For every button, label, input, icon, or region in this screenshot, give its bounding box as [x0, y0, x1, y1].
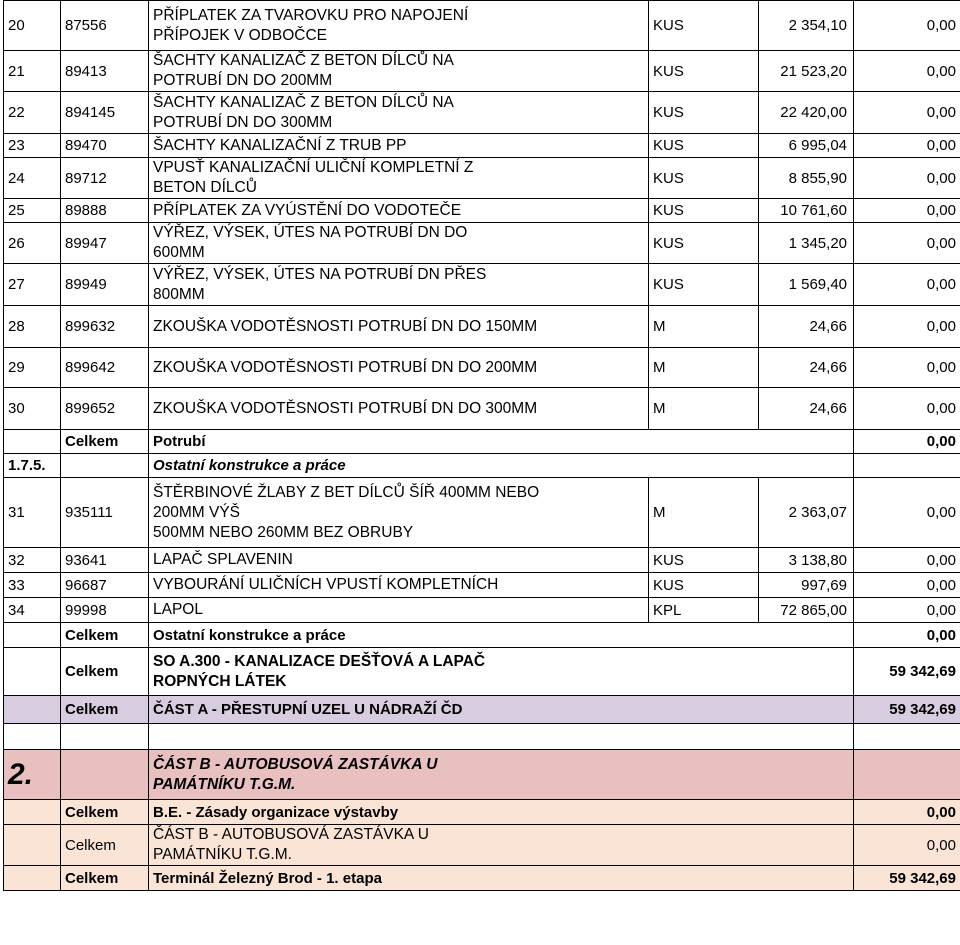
item-total: 0,00 — [854, 134, 960, 158]
sum-total: 0,00 — [854, 623, 960, 648]
part-name — [149, 750, 854, 800]
table-row — [4, 199, 960, 223]
sum-row-terminal — [4, 866, 960, 891]
item-description-line2: 500MM NEBO 260MM BEZ OBRUBY — [153, 523, 414, 541]
sum-row-so — [4, 648, 960, 696]
item-description — [149, 306, 649, 348]
sum-label: Celkem — [61, 623, 149, 648]
item-description-text: PŘÍPLATEK ZA VYÚSTĚNÍ DO VODOTEČE — [153, 201, 462, 219]
table-row — [4, 548, 960, 573]
section-header-175 — [4, 454, 960, 478]
sum-name: B.E. - Zásady organizace výstavby — [149, 800, 854, 825]
item-description — [149, 388, 649, 430]
item-unit: KUS — [649, 199, 759, 223]
item-unit: M — [649, 306, 759, 348]
sum-label: Celkem — [61, 430, 149, 454]
table-row — [4, 1, 960, 51]
table-row — [4, 306, 960, 348]
row-number: 31 — [4, 478, 61, 548]
sum-label: Celkem — [61, 800, 149, 825]
sum-total: 59 342,69 — [854, 866, 960, 891]
item-unit: KUS — [649, 158, 759, 199]
sum-total: 0,00 — [854, 430, 960, 454]
row-number: 21 — [4, 51, 61, 92]
item-total: 0,00 — [854, 223, 960, 264]
item-price: 2 363,07 — [759, 478, 854, 548]
sum-total: 0,00 — [854, 800, 960, 825]
item-description-text: VÝŘEZ, VÝSEK, ÚTES NA POTRUBÍ DN PŘES 800MM — [153, 265, 487, 303]
item-price: 1 345,20 — [759, 223, 854, 264]
item-price: 21 523,20 — [759, 51, 854, 92]
item-description-text: ZKOUŠKA VODOTĚSNOSTI POTRUBÍ DN DO 150MM — [153, 317, 538, 335]
item-price: 2 354,10 — [759, 1, 854, 51]
sum-row-ostatni — [4, 623, 960, 648]
item-price: 24,66 — [759, 348, 854, 388]
item-code: 935111 — [61, 478, 149, 548]
item-total: 0,00 — [854, 306, 960, 348]
item-description-line1: ŠTĚRBINOVÉ ŽLABY Z BET DÍLCŮ ŠÍŘ 400MM NEBO 200MM VÝŠ — [153, 483, 540, 521]
sum-label: Celkem — [61, 866, 149, 891]
item-total: 0,00 — [854, 478, 960, 548]
row-number: 33 — [4, 573, 61, 598]
item-code: 899642 — [61, 348, 149, 388]
item-unit: M — [649, 478, 759, 548]
item-description — [149, 92, 649, 134]
item-total: 0,00 — [854, 548, 960, 573]
item-total: 0,00 — [854, 199, 960, 223]
item-code: 99998 — [61, 598, 149, 623]
table-row — [4, 264, 960, 306]
section-name: Ostatní konstrukce a práce — [149, 454, 854, 478]
item-unit: KUS — [649, 92, 759, 134]
item-code: 89949 — [61, 264, 149, 306]
item-unit: KUS — [649, 223, 759, 264]
item-price: 8 855,90 — [759, 158, 854, 199]
item-description — [149, 51, 649, 92]
table-row — [4, 223, 960, 264]
sum-total: 59 342,69 — [854, 696, 960, 724]
table-row — [4, 158, 960, 199]
item-unit: KUS — [649, 134, 759, 158]
sum-row-part-a — [4, 696, 960, 724]
spacer-row — [4, 724, 960, 750]
table-row — [4, 348, 960, 388]
item-code: 89470 — [61, 134, 149, 158]
item-unit: KUS — [649, 548, 759, 573]
row-number: 30 — [4, 388, 61, 430]
item-price: 6 995,04 — [759, 134, 854, 158]
sum-name-text: ČÁST B - AUTOBUSOVÁ ZASTÁVKA U PAMÁTNÍKU T.G.M. — [153, 826, 429, 863]
sum-total: 59 342,69 — [854, 648, 960, 696]
item-description — [149, 158, 649, 199]
item-total: 0,00 — [854, 158, 960, 199]
item-total: 0,00 — [854, 573, 960, 598]
item-code: 899652 — [61, 388, 149, 430]
item-total: 0,00 — [854, 388, 960, 430]
item-rows — [4, 1, 960, 430]
item-price: 24,66 — [759, 388, 854, 430]
item-code: 89413 — [61, 51, 149, 92]
item-description-text: ZKOUŠKA VODOTĚSNOSTI POTRUBÍ DN DO 300MM — [153, 399, 538, 417]
item-description-text: ŠACHTY KANALIZAČ Z BETON DÍLCŮ NA POTRUBÍ DN DO 200MM — [153, 52, 454, 89]
part-b-header — [4, 750, 960, 800]
item-code: 87556 — [61, 1, 149, 51]
item-price: 10 761,60 — [759, 199, 854, 223]
sum-name — [149, 825, 854, 866]
table-row — [4, 598, 960, 623]
item-description — [149, 199, 649, 223]
section-number: 1.7.5. — [4, 454, 61, 478]
item-description — [149, 478, 649, 548]
item-description-text: ŠACHTY KANALIZAČ Z BETON DÍLCŮ NA POTRUBÍ DN DO 300MM — [153, 93, 454, 131]
item-total: 0,00 — [854, 1, 960, 51]
sum-name — [149, 648, 854, 696]
item-unit: M — [649, 348, 759, 388]
item-code: 899632 — [61, 306, 149, 348]
item-code: 89712 — [61, 158, 149, 199]
item-description — [149, 1, 649, 51]
item-description — [149, 348, 649, 388]
item-description-text: PŘÍPLATEK ZA TVAROVKU PRO NAPOJENÍ PŘÍPOJEK V ODBOČCE — [153, 6, 469, 44]
item-total: 0,00 — [854, 92, 960, 134]
item-description — [149, 134, 649, 158]
item-code: 93641 — [61, 548, 149, 573]
sum-row-part-b — [4, 825, 960, 866]
table-row — [4, 134, 960, 158]
item-rows-2 — [4, 478, 960, 623]
row-number: 29 — [4, 348, 61, 388]
row-number: 22 — [4, 92, 61, 134]
sum-name: Potrubí — [149, 430, 854, 454]
row-number: 27 — [4, 264, 61, 306]
row-number: 28 — [4, 306, 61, 348]
item-total: 0,00 — [854, 348, 960, 388]
item-price: 3 138,80 — [759, 548, 854, 573]
row-number: 20 — [4, 1, 61, 51]
item-description — [149, 223, 649, 264]
item-price: 22 420,00 — [759, 92, 854, 134]
table-row — [4, 478, 960, 548]
sum-row-be — [4, 800, 960, 825]
item-description-text: VÝŘEZ, VÝSEK, ÚTES NA POTRUBÍ DN DO 600MM — [153, 224, 468, 261]
item-description-text: ZKOUŠKA VODOTĚSNOSTI POTRUBÍ DN DO 200MM — [153, 358, 538, 376]
item-unit: KPL — [649, 598, 759, 623]
item-unit: KUS — [649, 264, 759, 306]
item-description: LAPOL — [149, 598, 649, 623]
item-unit: M — [649, 388, 759, 430]
budget-table — [3, 0, 960, 891]
row-number: 24 — [4, 158, 61, 199]
sum-label: Celkem — [61, 825, 149, 866]
item-total: 0,00 — [854, 51, 960, 92]
sum-total: 0,00 — [854, 825, 960, 866]
item-total: 0,00 — [854, 264, 960, 306]
row-number: 25 — [4, 199, 61, 223]
item-total: 0,00 — [854, 598, 960, 623]
item-description: LAPAČ SPLAVENIN — [149, 548, 649, 573]
sum-label: Celkem — [61, 648, 149, 696]
item-description-text: VPUSŤ KANALIZAČNÍ ULIČNÍ KOMPLETNÍ Z BETON DÍLCŮ — [153, 159, 474, 196]
sum-name: Terminál Železný Brod - 1. etapa — [149, 866, 854, 891]
row-number: 23 — [4, 134, 61, 158]
item-price: 72 865,00 — [759, 598, 854, 623]
sum-name-text: SO A.300 - KANALIZACE DEŠŤOVÁ A LAPAČ ROPNÝCH LÁTEK — [153, 652, 486, 690]
item-code: 96687 — [61, 573, 149, 598]
table-row — [4, 92, 960, 134]
table-row — [4, 388, 960, 430]
item-price: 1 569,40 — [759, 264, 854, 306]
item-description — [149, 264, 649, 306]
part-number: 2. — [4, 750, 61, 800]
item-price: 24,66 — [759, 306, 854, 348]
table-row — [4, 51, 960, 92]
item-price: 997,69 — [759, 573, 854, 598]
sum-name: ČÁST A - PŘESTUPNÍ UZEL U NÁDRAŽÍ ČD — [149, 696, 854, 724]
item-unit: KUS — [649, 51, 759, 92]
row-number: 32 — [4, 548, 61, 573]
sum-name: Ostatní konstrukce a práce — [149, 623, 854, 648]
row-number: 34 — [4, 598, 61, 623]
item-code: 89947 — [61, 223, 149, 264]
item-code: 894145 — [61, 92, 149, 134]
part-name-text: ČÁST B - AUTOBUSOVÁ ZASTÁVKA U PAMÁTNÍKU T.G.M. — [153, 755, 438, 793]
sum-label: Celkem — [61, 696, 149, 724]
sum-row-potrubi — [4, 430, 960, 454]
item-code: 89888 — [61, 199, 149, 223]
item-description: VYBOURÁNÍ ULIČNÍCH VPUSTÍ KOMPLETNÍCH — [149, 573, 649, 598]
item-unit: KUS — [649, 1, 759, 51]
table-row — [4, 573, 960, 598]
item-unit: KUS — [649, 573, 759, 598]
row-number: 26 — [4, 223, 61, 264]
item-description-text: ŠACHTY KANALIZAČNÍ Z TRUB PP — [153, 136, 407, 154]
